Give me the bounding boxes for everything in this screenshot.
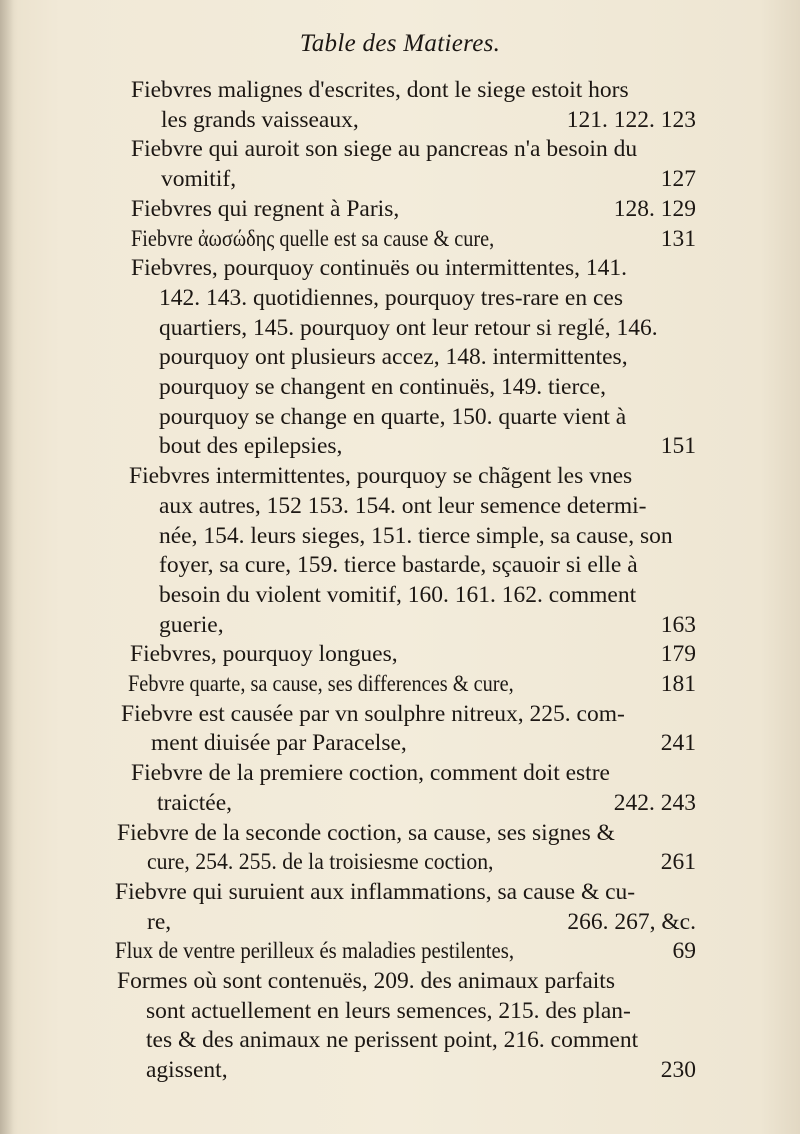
- page-reference: 242. 243: [613, 789, 696, 816]
- index-entry-text: les grands vaisseaux,: [161, 106, 359, 133]
- index-entry-text: traictée,: [157, 789, 233, 816]
- index-line: [0, 312, 800, 344]
- index-line: [0, 698, 800, 730]
- index-line: [0, 727, 800, 759]
- page-reference: 69: [672, 938, 696, 965]
- index-entry-text: besoin du violent vomitif, 160. 161. 162. comment: [159, 581, 637, 608]
- index-line: [0, 638, 800, 670]
- index-entry-text: quartiers, 145. pourquoy ont leur retour si reglé, 146.: [159, 314, 658, 341]
- index-entry-text: re,: [147, 908, 172, 935]
- index-line: [0, 133, 800, 165]
- index-line: [0, 460, 800, 492]
- index-line: [0, 104, 800, 136]
- index-entry-text: ment diuisée par Paracelse,: [151, 730, 407, 757]
- index-entry-text: vomitif,: [161, 166, 237, 193]
- index-line: [0, 74, 800, 106]
- index-entry-text: Flux de ventre perilleux és maladies pestilentes,: [115, 938, 515, 965]
- running-head: Table des Matieres.: [299, 30, 501, 57]
- index-line: [0, 609, 800, 641]
- index-entry-text: pourquoy se changent en continuës, 149. tierce,: [159, 374, 607, 400]
- index-entry-text: Fiebvres, pourquoy continuës ou intermittentes, 141.: [131, 255, 628, 282]
- index-line: [0, 579, 800, 611]
- page-reference: 131: [660, 225, 696, 252]
- index-line: [0, 906, 800, 938]
- index-entry-text: bout des epilepsies,: [159, 433, 343, 460]
- index-entry-text: Formes où sont contenuës, 209. des animaux parfaits: [117, 968, 615, 994]
- page-reference: 179: [660, 641, 696, 668]
- index-entry-text: Fiebvres intermittentes, pourquoy se chãgent les vnes: [129, 463, 633, 490]
- page-reference: 163: [660, 611, 696, 638]
- index-line: [0, 490, 800, 522]
- index-line: [0, 193, 800, 225]
- page-reference: 261: [660, 849, 696, 876]
- page-reference: 181: [660, 671, 696, 697]
- index-entry-text: pourquoy se change en quarte, 150. quarte vient à: [159, 403, 627, 430]
- index-line: [0, 757, 800, 789]
- index-entry-text: Fiebvres qui regnent à Paris,: [131, 195, 400, 222]
- index-line: [0, 401, 800, 433]
- index-line: [0, 965, 800, 997]
- index-entry-text: née, 154. leurs sieges, 151. tierce simple, sa cause, son: [159, 522, 673, 549]
- index-line: [0, 935, 800, 967]
- index-entry-text: tes & des animaux ne perissent point, 216. comment: [146, 1027, 639, 1054]
- page-reference: 266. 267, &c.: [567, 908, 696, 935]
- index-entry-text: agissent,: [146, 1057, 228, 1084]
- page-reference: 127: [660, 166, 696, 193]
- index-entry-text: Fiebvre qui auroit son siege au pancreas n'a besoin du: [131, 136, 638, 163]
- page-reference: 128. 129: [613, 195, 696, 222]
- index-entry-text: 142. 143. quotidiennes, pourquoy tres-rare en ces: [159, 284, 623, 311]
- index-line: [0, 430, 800, 462]
- index-entry-text: Fiebvre ἀωσώδης quelle est sa cause & cure,: [131, 225, 495, 252]
- index-line: [0, 846, 800, 878]
- index-entry-text: guerie,: [159, 611, 224, 638]
- index-line: [0, 787, 800, 819]
- index-entry-text: Fiebvre est causée par vn soulphre nitreux, 225. com-: [121, 700, 625, 727]
- index-line: [0, 371, 800, 403]
- index-entry-text: sont actuellement en leurs semences, 215. des plan-: [146, 997, 631, 1024]
- index-entry-text: Fiebvre de la premiere coction, comment doit estre: [131, 760, 610, 787]
- index-line: [0, 876, 800, 908]
- index-line: [0, 163, 800, 195]
- index-line: [0, 341, 800, 373]
- index-line: [0, 549, 800, 581]
- index-entry-text: cure, 254. 255. de la troisiesme coction,: [147, 849, 494, 876]
- index-line: [0, 1024, 800, 1056]
- index-entry-text: pourquoy ont plusieurs accez, 148. intermittentes,: [159, 344, 628, 371]
- index-line: [0, 1054, 800, 1086]
- page-reference: 151: [660, 433, 696, 460]
- index-entry-text: Fiebvres malignes d'escrites, dont le siege estoit hors: [131, 77, 629, 103]
- index-entry-text: foyer, sa cure, 159. tierce bastarde, sçauoir si elle à: [159, 552, 638, 579]
- index-entry-text: Febvre quarte, sa cause, ses differences & cure,: [128, 671, 514, 697]
- index-line: [0, 252, 800, 284]
- index-entry-text: Fiebvres, pourquoy longues,: [130, 641, 398, 668]
- page-reference: 121. 122. 123: [566, 106, 696, 133]
- index-line: [0, 282, 800, 314]
- index-line: [0, 223, 800, 255]
- index-line: [0, 817, 800, 849]
- index-line: [0, 668, 800, 700]
- index-entry-text: aux autres, 152 153. 154. ont leur semence determi-: [159, 492, 647, 519]
- index-entry-text: Fiebvre qui suruient aux inflammations, sa cause & cu-: [115, 878, 636, 905]
- page-reference: 230: [660, 1057, 696, 1084]
- index-line: [0, 995, 800, 1027]
- page-reference: 241: [660, 730, 696, 757]
- index-line: [0, 520, 800, 552]
- index-entry-text: Fiebvre de la seconde coction, sa cause, ses signes &: [117, 819, 615, 846]
